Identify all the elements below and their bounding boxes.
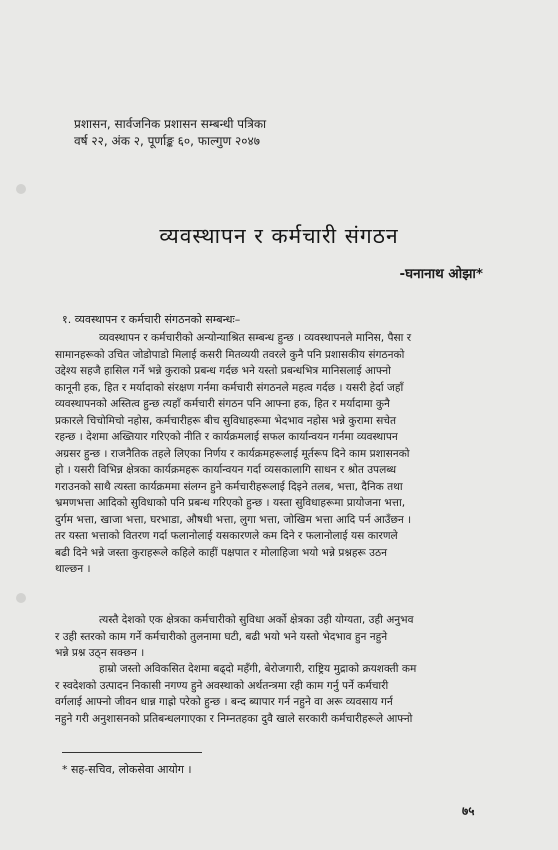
punch-hole <box>16 184 26 194</box>
article-title: व्यवस्थापन र कर्मचारी संगठन <box>159 224 399 248</box>
paragraph-1 <box>55 330 485 578</box>
text-line: रहन्छ । देशमा अख्तियार गरिएको नीति र कार्यक्रमलाई सफल कार्यान्वयन गर्नमा व्यवस्थापन <box>55 431 398 443</box>
section-heading: १. व्यवस्थापन र कर्मचारी संगठनको सम्बन्धः– <box>62 313 241 326</box>
text-line: हाम्रो जस्तो अविकसित देशमा बढ्दो महँगी, बेरोजगारी, राष्ट्रिय मुद्राको क्रयशक्ती कम <box>99 663 417 675</box>
text-line: भ्रमणभत्ता आदिको सुविधाको पनि प्रबन्ध गरिएको हुन्छ । यस्ता सुविधाहरूमा प्रायोजना भत्ता, <box>55 497 406 509</box>
text-line: र स्वदेशको उत्पादन निकासी नगण्य हुने अवस्थाको अर्थतन्त्रमा रही काम गर्नु पर्ने कर्मचारी <box>55 679 389 692</box>
text-line: नहुने गरी अनुशासनको प्रतिबन्धलगाएका र निम्नतहका दुवै खाले सरकारी कर्मचारीहरूले आफ्नो <box>55 712 413 725</box>
text-line: सामानहरूको उचित जोडोपाडो मिलाई कसरी मितव्ययी तवरले कुनै पनि प्रशासकीय संगठनको <box>55 348 405 361</box>
journal-name: प्रशासन, सार्वजनिक प्रशासन सम्बन्धी पत्रिका <box>74 117 267 131</box>
author-name: -घनानाथ ओझा* <box>399 266 483 282</box>
text-line: तर यस्ता भत्ताको वितरण गर्दा फलानोलाई यसकारणले कम दिने र फलानोलाई यस कारणले <box>55 530 398 542</box>
text-line: व्यवस्थापन र कर्मचारीको अन्योन्याश्रित सम्बन्ध हुन्छ । व्यवस्थापनले मानिस, पैसा र <box>99 332 412 344</box>
paragraph-2 <box>55 612 485 662</box>
text-line: थाल्छन । <box>55 563 91 575</box>
text-line: हो । यसरी विभिन्न क्षेत्रका कार्यक्रमहरू कार्यान्वयन गर्दा व्यसकालागि साधन र श्रोत उपलब्ध <box>55 464 397 476</box>
text-line: भन्ने प्रश्न उठ्न सक्छन । <box>55 647 145 659</box>
text-line: बढी दिने भन्ने जस्ता कुराहरूले कहिले काहीं पक्षपात र मोलाहिजा भयो भन्ने प्रश्नहरू उठन <box>55 546 387 559</box>
punch-hole <box>16 593 26 603</box>
journal-header <box>74 116 266 150</box>
text-line: दुर्गम भत्ता, खाजा भत्ता, घरभाडा, औषधी भत्ता, लुगा भत्ता, जोखिम भत्ता आदि पर्न आउँछन । <box>55 513 412 526</box>
page-number: ७५ <box>462 804 475 818</box>
text-line: गराउनको साथै त्यस्ता कार्यक्रममा संलग्न हुने कर्मचारीहरूलाई दिइने तलब, भत्ता, दैनिक तथा <box>55 480 403 493</box>
text-line: र उही स्तरको काम गर्ने कर्मचारीको तुलनामा घटी, बढी भयो भने यस्तो भेदभाव हुन नहुने <box>55 630 388 643</box>
text-line: त्यस्तै देशको एक क्षेत्रका कर्मचारीको सुविधा अर्को क्षेत्रका उही योग्यता, उही अनुभव <box>99 614 414 626</box>
text-line: कानूनी हक, हित र मर्यादाको संरक्षण गर्नमा कर्मचारी संगठनले महत्व गर्दछ । यसरी हेर्दा जहाँ <box>55 381 404 394</box>
issue-info: वर्ष २२, अंक २, पूर्णाङ्क ६०, फाल्गुण २०४७ <box>74 134 261 148</box>
footnote: * सह-सचिव, लोकसेवा आयोग । <box>62 763 192 776</box>
text-line: प्रकारले चिचोमिचो नहोस, कर्मचारीहरू बीच सुविधाहरूमा भेदभाव नहोस भन्ने कुरामा सचेत <box>55 414 397 427</box>
paragraph-3 <box>55 661 485 727</box>
text-line: उद्देश्य सहजै हासिल गर्ने भन्ने कुराको प्रबन्ध गर्दछ भने यस्तो प्रबन्धभित्र मानिसलाई आफ्नो <box>55 365 391 377</box>
text-line: व्यवस्थापनको अस्तित्व हुन्छ त्यहाँ कर्मचारी संगठन पनि आफ्ना हक, हित र मर्यादामा कुनै <box>55 398 390 410</box>
text-line: वर्गलाई आफ्नो जीवन धान्न गाह्रो परेको हुन्छ । बन्द ब्यापार गर्न नहुने वा अरू व्यवसाय गर्न <box>55 696 393 708</box>
footnote-divider <box>62 752 202 753</box>
text-line: अग्रसर हुन्छ । राजनैतिक तहले लिएका निर्णय र कार्यक्रमहरूलाई मूर्तरूप दिने काम प्रशासनको <box>55 447 410 460</box>
